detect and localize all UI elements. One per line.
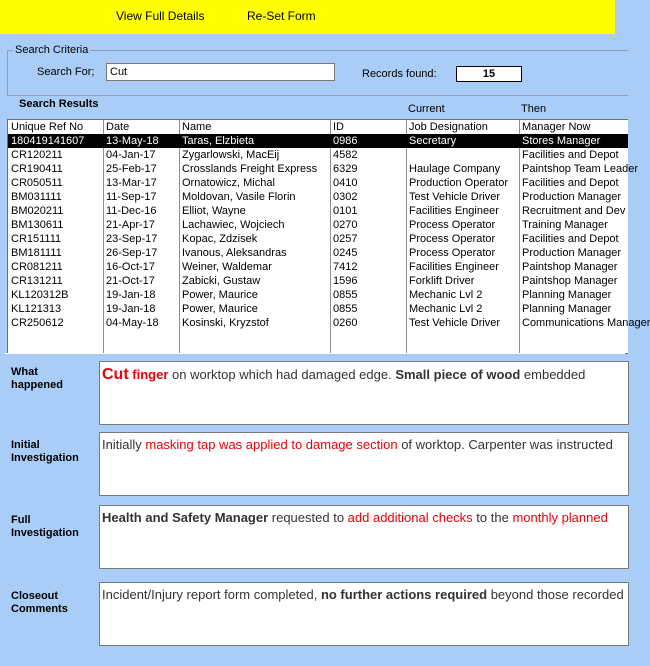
cell-id: 0257 [333, 233, 358, 245]
cell-id: 1596 [333, 275, 358, 287]
cell-name: Ivanous, Aleksandras [182, 247, 287, 259]
cell-job: Process Operator [409, 247, 496, 259]
cell-manager: Facilities and Depot [522, 233, 619, 245]
what-happened-text: embedded [520, 367, 586, 382]
records-found-count: 15 [456, 66, 522, 82]
cell-name: Lachawiec, Wojciech [182, 219, 285, 231]
cell-job: Mechanic Lvl 2 [409, 303, 483, 315]
cell-manager: Paintshop Team Leader [522, 163, 638, 175]
closeout-comments-label: Closeout Comments [11, 590, 68, 615]
cell-ref: CR250612 [11, 317, 64, 329]
cell-manager: Recruitment and Dev [522, 205, 626, 217]
cell-date: 04-May-18 [106, 317, 159, 329]
cell-ref: 180419141607 [11, 135, 85, 147]
cell-id: 0270 [333, 219, 358, 231]
cell-name: Ornatowicz, Michal [182, 177, 275, 189]
cell-job: Haulage Company [409, 163, 501, 175]
table-row[interactable] [8, 190, 628, 204]
column-header-name: Name [182, 121, 212, 133]
cell-job: Process Operator [409, 219, 496, 231]
cell-id: 4582 [333, 149, 358, 161]
table-row[interactable] [8, 148, 628, 162]
search-results-title: Search Results [19, 98, 99, 110]
cell-id: 0855 [333, 303, 358, 315]
cell-job: Mechanic Lvl 2 [409, 289, 483, 301]
cell-ref: CR131211 [11, 275, 63, 287]
cell-date: 21-Apr-17 [106, 219, 155, 231]
cell-id: 0855 [333, 289, 358, 301]
cell-date: 16-Oct-17 [106, 261, 155, 273]
cell-id: 7412 [333, 261, 358, 273]
then-group-header: Then [521, 103, 547, 115]
cell-job: Test Vehicle Driver [409, 317, 501, 329]
full-investigation-text: monthly planned [512, 510, 608, 525]
search-input[interactable] [106, 63, 335, 81]
full-investigation-field[interactable] [99, 505, 629, 569]
cell-date: 11-Sep-17 [106, 191, 157, 203]
cell-job: Facilities Engineer [409, 205, 499, 217]
cell-ref: BM020211 [11, 205, 64, 217]
cell-id: 0410 [333, 177, 358, 189]
cell-manager: Paintshop Manager [522, 275, 618, 287]
what-happened-text: finger [128, 367, 169, 382]
cell-ref: KL120312B [11, 289, 69, 301]
cell-id: 0101 [333, 205, 358, 217]
full-investigation-label: Full Investigation [11, 514, 79, 539]
what-happened-text: on worktop which had damaged edge. [168, 367, 396, 382]
view-full-details-button[interactable]: View Full Details [116, 9, 205, 23]
cell-manager: Production Manager [522, 191, 622, 203]
closeout-comments-text: Incident/Injury report form completed, [102, 587, 321, 602]
cell-ref: BM130611 [11, 219, 64, 231]
cell-date: 11-Dec-16 [106, 205, 157, 217]
column-header-id: ID [333, 121, 344, 133]
table-row[interactable] [8, 288, 628, 302]
cell-ref: BM181111 [11, 247, 62, 259]
table-row[interactable] [8, 232, 628, 246]
table-row[interactable] [8, 134, 628, 148]
column-header-ref: Unique Ref No [11, 121, 84, 133]
cell-manager: Paintshop Manager [522, 261, 618, 273]
table-row[interactable] [8, 302, 628, 316]
table-row[interactable] [8, 176, 628, 190]
cell-ref: CR190411 [11, 163, 63, 175]
cell-ref: CR151111 [11, 233, 62, 245]
initial-investigation-text: masking tap was applied to damage section [145, 437, 398, 452]
cell-name: Weiner, Waldemar [182, 261, 272, 273]
cell-date: 19-Jan-18 [106, 303, 156, 315]
cell-job: Test Vehicle Driver [409, 191, 501, 203]
cell-job: Facilities Engineer [409, 261, 499, 273]
cell-ref: BM031111 [11, 191, 62, 203]
cell-manager: Planning Manager [522, 289, 612, 301]
closeout-comments-field[interactable] [99, 582, 629, 646]
full-investigation-text: to the [472, 510, 513, 525]
cell-id: 6329 [333, 163, 358, 175]
cell-date: 21-Oct-17 [106, 275, 155, 287]
full-investigation-text: requested to [268, 510, 348, 525]
cell-date: 13-Mar-17 [106, 177, 157, 189]
cell-name: Crosslands Freight Express [182, 163, 318, 175]
cell-manager: Facilities and Depot [522, 149, 619, 161]
cell-name: Power, Maurice [182, 303, 258, 315]
initial-investigation-text: of worktop. Carpenter was instructed [397, 437, 613, 452]
table-row[interactable] [8, 316, 650, 330]
cell-date: 23-Sep-17 [106, 233, 158, 245]
cell-manager: Facilities and Depot [522, 177, 619, 189]
table-row[interactable] [8, 246, 628, 260]
initial-investigation-text: Initially [102, 437, 146, 452]
cell-date: 13-May-18 [106, 135, 159, 147]
cell-manager: Training Manager [522, 219, 608, 231]
cell-date: 19-Jan-18 [106, 289, 156, 301]
records-found-label: Records found: [362, 68, 437, 80]
cell-manager: Planning Manager [522, 303, 612, 315]
table-row[interactable] [8, 162, 638, 176]
table-row[interactable] [8, 204, 628, 218]
cell-name: Moldovan, Vasile Florin [182, 191, 296, 203]
cell-ref: CR050511 [11, 177, 63, 189]
initial-investigation-label: Initial Investigation [11, 439, 79, 464]
cell-date: 25-Feb-17 [106, 163, 157, 175]
full-investigation-text: Health and Safety Manager [102, 510, 269, 525]
column-header-date: Date [106, 121, 130, 133]
search-results-list[interactable] [7, 119, 650, 354]
cell-manager: Stores Manager [522, 135, 601, 147]
cell-date: 04-Jan-17 [106, 149, 156, 161]
cell-name: Zabicki, Gustaw [182, 275, 261, 287]
toolbar [0, 0, 615, 34]
what-happened-text: Small piece of wood [395, 367, 521, 382]
cell-job: Secretary [409, 135, 457, 147]
cell-ref: CR081211 [11, 261, 63, 273]
initial-investigation-field[interactable] [99, 432, 629, 496]
column-header-manager: Manager Now [522, 121, 591, 133]
cell-name: Taras, Elzbieta [182, 135, 255, 147]
cell-job: Process Operator [409, 233, 496, 245]
search-criteria-legend: Search Criteria [15, 44, 89, 56]
cell-name: Zygarlowski, MacEij [182, 149, 280, 161]
current-group-header: Current [408, 103, 445, 115]
cell-manager: Production Manager [522, 247, 622, 259]
table-row[interactable] [8, 274, 628, 288]
cell-job: Forklift Driver [409, 275, 475, 287]
divider [5, 353, 625, 354]
table-row[interactable] [8, 260, 628, 274]
cell-name: Elliot, Wayne [182, 205, 246, 217]
closeout-comments-text: no further actions required [320, 587, 488, 602]
cell-name: Kopac, Zdzisek [182, 233, 258, 245]
table-row[interactable] [8, 218, 628, 232]
column-header-job: Job Designation [409, 121, 488, 133]
cell-id: 0245 [333, 247, 358, 259]
what-happened-label: What happened [11, 366, 63, 391]
full-investigation-text: add additional checks [347, 510, 473, 525]
search-for-label: Search For; [37, 66, 95, 78]
what-happened-text: Cut [102, 366, 129, 383]
cell-ref: CR120211 [11, 149, 63, 161]
cell-id: 0260 [333, 317, 358, 329]
cell-name: Power, Maurice [182, 289, 258, 301]
cell-job [406, 148, 409, 162]
cell-id: 0986 [333, 135, 358, 147]
cell-ref: KL121313 [11, 303, 62, 315]
cell-date: 26-Sep-17 [106, 247, 158, 259]
what-happened-field[interactable] [99, 361, 629, 425]
cell-manager: Communications Manager [522, 317, 650, 329]
cell-job: Production Operator [409, 177, 509, 189]
results-header-row [8, 120, 628, 134]
reset-form-button[interactable]: Re-Set Form [247, 9, 316, 23]
cell-id: 0302 [333, 191, 358, 203]
closeout-comments-text: beyond those recorded [487, 587, 624, 602]
cell-name: Kosinski, Kryzstof [182, 317, 269, 329]
